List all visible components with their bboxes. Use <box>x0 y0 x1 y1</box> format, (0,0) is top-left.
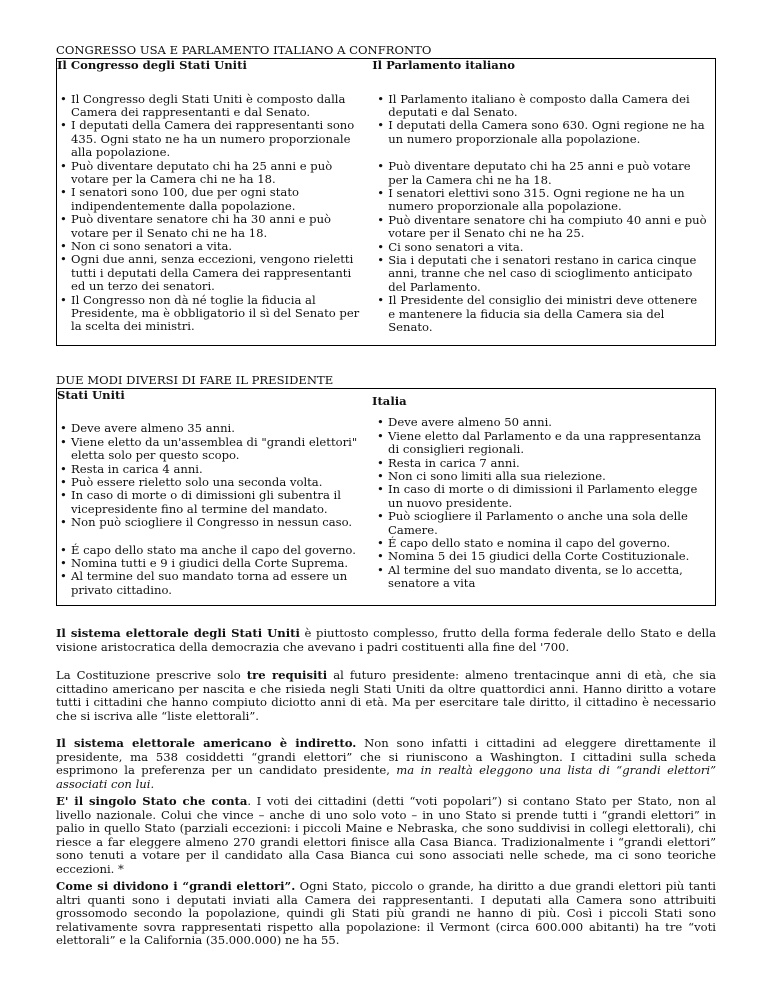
list-item: • Non ci sono limiti alla sua rielezione. <box>374 470 707 483</box>
list-item: • I deputati della Camera sono 630. Ogni regione ne ha un numero proporzionale alla popolazione. <box>374 119 707 146</box>
us-congress-header: Il Congresso degli Stati Uniti <box>57 58 247 72</box>
italy-president-list <box>374 416 707 590</box>
italian-parliament-list <box>374 93 707 335</box>
list-item: • Sia i deputati che i senatori restano in carica cinque anni, tranne che nel caso di scioglimento anticipato del Parlamento. <box>374 254 707 294</box>
president-comparison-table <box>56 388 716 606</box>
list-item: • Il Congresso non dà né toglie la fiducia al Presidente, ma è obbligatorio il sì del Senato per la scelta dei ministri. <box>57 294 366 334</box>
paragraph-electoral-system: Il sistema elettorale degli Stati Uniti è piuttosto complesso, frutto della forma federale dello Stato e della visione aristocratica della democrazia che avevano i padri costituenti alla fine del '700. <box>56 626 716 654</box>
list-item: • I deputati della Camera dei rappresentanti sono 435. Ogni stato ne ha un numero proporzionale alla popolazione. <box>57 119 366 159</box>
list-item: • Ogni due anni, senza eccezioni, vengono rieletti tutti i deputati della Camera dei rappresentanti ed un terzo dei senatori. <box>57 253 366 293</box>
list-item: • Viene eletto dal Parlamento e da una rappresentanza di consiglieri regionali. <box>374 430 707 457</box>
list-item: • Al termine del suo mandato torna ad essere un privato cittadino. <box>57 570 366 597</box>
list-item: • In caso di morte o di dimissioni gli subentra il vicepresidente fino al termine del mandato. <box>57 489 366 516</box>
list-item: • I senatori elettivi sono 315. Ogni regione ne ha un numero proporzionale alla popolazione. <box>374 187 707 214</box>
list-item: • Resta in carica 4 anni. <box>57 463 366 476</box>
usa-president-list <box>57 422 366 597</box>
usa-header: Stati Uniti <box>57 388 125 402</box>
requirements-highlight: tre requisiti <box>246 668 328 682</box>
italian-parliament-header: Il Parlamento italiano <box>372 58 515 72</box>
paragraph-lead: E' il singolo Stato che conta <box>56 794 248 808</box>
list-item: • Può sciogliere il Parlamento o anche una sola delle Camere. <box>374 510 707 537</box>
list-item: • Non ci sono senatori a vita. <box>57 240 366 253</box>
list-item: • I senatori sono 100, due per ogni stato indipendentemente dalla popolazione. <box>57 186 366 213</box>
list-item: • Il Congresso degli Stati Uniti è composto dalla Camera dei rappresentanti e dal Senato. <box>57 93 366 120</box>
list-item: • Ci sono senatori a vita. <box>374 241 707 254</box>
list-item: • Il Presidente del consiglio dei ministri deve ottenere e mantenere la fiducia sia della Camera sia del Senato. <box>374 294 707 334</box>
italy-header: Italia <box>372 394 407 408</box>
list-item: • Nomina 5 dei 15 giudici della Corte Costituzionale. <box>374 550 707 563</box>
paragraph-requirements: La Costituzione prescrive solo tre requisiti al futuro presidente: almeno trentacinque anni di età, che sia cittadino americano per nascita e che risieda negli Stati Uniti da oltre quattordici anni. Hanno diritto a votare tutti i cittadini che hanno compiuto diciotto anni di età. Ma per esercitare tale diritto, il cittadino è necessario che si iscriva alle “liste elettorali”. <box>56 668 716 723</box>
paragraph-indirect-system: Il sistema elettorale americano è indiretto. Non sono infatti i cittadini ad eleggere direttamente il presidente, ma 538 cosiddetti “grandi elettori” che si riuniscono a Washington. I cittadini sulla scheda esprimono la preferenza per un candidato presidente, ma in realtà eleggono una lista di “grandi elettori” associati con lui. <box>56 736 717 791</box>
list-item: • Viene eletto da un'assemblea di "grandi elettori" eletta solo per questo scopo. <box>57 436 366 463</box>
list-item: • Deve avere almeno 35 anni. <box>57 422 366 435</box>
us-congress-list <box>57 93 366 334</box>
congress-parliament-table <box>56 58 716 346</box>
section1-title: CONGRESSO USA E PARLAMENTO ITALIANO A CONFRONTO <box>56 43 432 57</box>
paragraph-electors-division: Come si dividono i “grandi elettori”. Ogni Stato, piccolo o grande, ha diritto a due grandi elettori più tanti altri quanti sono i deputati inviati alla Camera dei rappresentanti. I deputati alla Camera sono attribuiti grossomodo secondo la popolazione, quindi gli Stati più grandi ne hanno di più. Così i piccoli Stati sono relativamente sovra rappresentati rispetto alla popolazione: il Vermont (circa 600.000 abitanti) ha tre “voti elettorali” e la California (35.000.000) ne ha 55. <box>56 879 717 948</box>
list-item: • É capo dello stato ma anche il capo del governo. <box>57 544 366 557</box>
paragraph-lead: Come si dividono i “grandi elettori”. <box>56 879 296 893</box>
list-item: • Può diventare deputato chi ha 25 anni e può votare per la Camera chi ne ha 18. <box>57 160 366 187</box>
list-item: • Al termine del suo mandato diventa, se lo accetta, senatore a vita <box>374 564 707 591</box>
section2-title: DUE MODI DIVERSI DI FARE IL PRESIDENTE <box>56 373 334 387</box>
list-item: • Non può sciogliere il Congresso in nessun caso. <box>57 516 366 529</box>
list-item: • Deve avere almeno 50 anni. <box>374 416 707 429</box>
list-item: • Può essere rieletto solo una seconda volta. <box>57 476 366 489</box>
list-item: • Il Parlamento italiano è composto dalla Camera dei deputati e dal Senato. <box>374 93 707 120</box>
list-item: • Nomina tutti e 9 i giudici della Corte Suprema. <box>57 557 366 570</box>
list-item: • É capo dello stato e nomina il capo del governo. <box>374 537 707 550</box>
paragraph-state-counts: E' il singolo Stato che conta. I voti dei cittadini (detti “voti popolari”) si contano Stato per Stato, non al livello nazionale. Colui che vince – anche di uno solo voto – in uno Stato si prende tutti i “grandi elettori” in palio in quello Stato (parziali eccezioni: i piccoli Maine e Nebraska, che sono suddivisi in collegi elettorali), chi riesce a far eleggere almeno 270 grandi elettori finisce alla Casa Bianca. Tradizionalmente i “grandi elettori” sono tenuti a votare per il candidato alla Casa Bianca cui sono associati nelle schede, ma ci sono teoriche eccezioni. * <box>56 794 717 876</box>
paragraph-lead: Il sistema elettorale americano è indiretto. <box>56 736 357 750</box>
list-item: • Resta in carica 7 anni. <box>374 457 707 470</box>
paragraph-lead: Il sistema elettorale degli Stati Uniti <box>56 626 300 640</box>
list-item: • Può diventare deputato chi ha 25 anni e può votare per la Camera chi ne ha 18. <box>374 160 707 187</box>
list-item: • In caso di morte o di dimissioni il Parlamento elegge un nuovo presidente. <box>374 483 707 510</box>
list-item: • Può diventare senatore chi ha 30 anni e può votare per il Senato chi ne ha 18. <box>57 213 366 240</box>
list-item: • Può diventare senatore chi ha compiuto 40 anni e può votare per il Senato chi ne ha 25. <box>374 214 707 241</box>
